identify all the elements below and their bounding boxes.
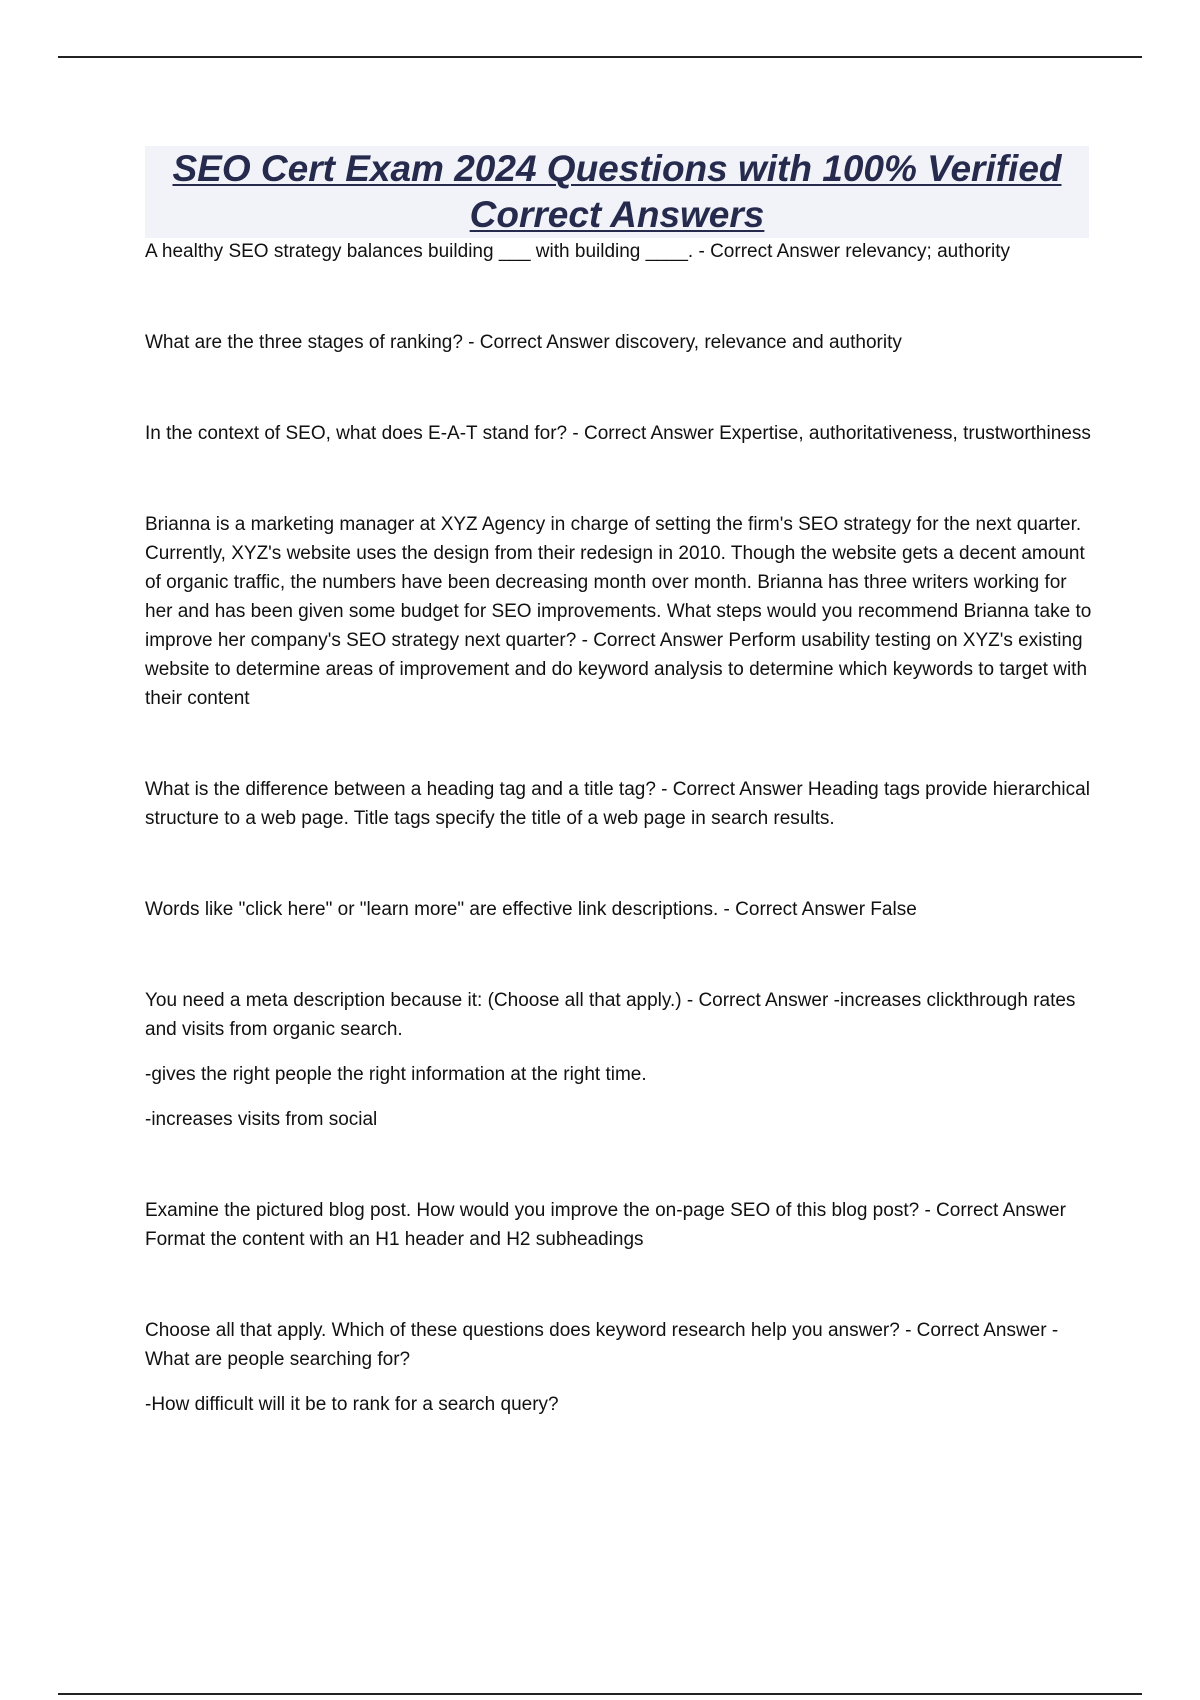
qa-sub-answer: -gives the right people the right information at the right time. — [145, 1064, 647, 1085]
qa-item: What is the difference between a heading tag and a title tag? - Correct Answer Heading tags provide hierarchical structure to a web page. Title tags specify the title of a web page in search results. — [145, 779, 1090, 829]
header-rule — [58, 56, 1142, 58]
qa-item: A healthy SEO strategy balances building ___ with building ____. - Correct Answer relevancy; authority — [145, 241, 1010, 262]
footer-rule — [58, 1693, 1142, 1695]
title-banner — [145, 146, 1089, 238]
qa-item: Brianna is a marketing manager at XYZ Agency in charge of setting the firm's SEO strategy for the next quarter. Currently, XYZ's website uses the design from their redesign in 2010. Though the website gets a decent amount of organic traffic, the numbers have been decreasing month over month. Brianna has three writers working for her and has been given some budget for SEO improvements. What steps would you recommend Brianna take to improve her company's SEO strategy next quarter? - Correct Answer Perform usability testing on XYZ's existing website to determine areas of improvement and do keyword analysis to determine which keywords to target with their content — [145, 514, 1092, 709]
qa-item: You need a meta description because it: (Choose all that apply.) - Correct Answer -increases clickthrough rates and visits from organic search. — [145, 990, 1076, 1040]
qa-list — [145, 237, 1095, 1419]
document-title: SEO Cert Exam 2024 Questions with 100% Verified Correct Answers — [172, 148, 1062, 235]
qa-sub-answer: -How difficult will it be to rank for a search query? — [145, 1394, 559, 1415]
qa-item: In the context of SEO, what does E-A-T stand for? - Correct Answer Expertise, authoritativeness, trustworthiness — [145, 423, 1091, 444]
qa-item: Words like "click here" or "learn more" are effective link descriptions. - Correct Answer False — [145, 899, 917, 920]
qa-item: Choose all that apply. Which of these questions does keyword research help you answer? - Correct Answer -What are people searching for? — [145, 1320, 1059, 1370]
qa-sub-answer: -increases visits from social — [145, 1109, 378, 1130]
qa-item: What are the three stages of ranking? - Correct Answer discovery, relevance and authority — [145, 332, 902, 353]
qa-item: Examine the pictured blog post. How would you improve the on-page SEO of this blog post? - Correct Answer Format the content with an H1 header and H2 subheadings — [145, 1200, 1066, 1250]
